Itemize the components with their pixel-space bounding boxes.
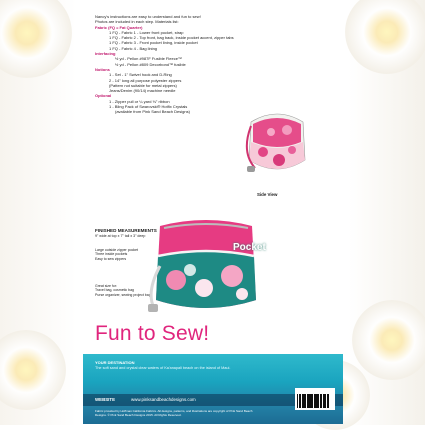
materials-line: 1 FQ - Fabric 1 - Lower front pocket, strap xyxy=(109,29,184,35)
side-view-caption: Side View xyxy=(257,192,278,197)
materials-line: (Pattern not suitable for metal zippers) xyxy=(109,82,177,88)
materials-line: (available from Pink Sand Beach Designs) xyxy=(115,109,190,115)
materials-line: Jeans/Denim (90/14) machine needle xyxy=(109,88,176,94)
pattern-back-cover xyxy=(83,8,343,424)
materials-line: Nancy's instructions are easy to understand and fun to sew! xyxy=(95,14,201,19)
barcode-bar xyxy=(328,394,330,408)
materials-line: ½ yd - Pellon #809 Decorbond™ fusible xyxy=(115,61,186,67)
materials-line: 1 FQ - Fabric 2 - Top front, bag back, inside pocket accent, zipper tabs xyxy=(109,35,234,41)
feature-list xyxy=(95,248,138,261)
destination-heading: YOUR DESTINATION xyxy=(95,360,135,365)
materials-line: 1 - Bling Pack of Swarovski® Hotfix Crystals xyxy=(109,104,188,110)
fun-to-sew-slogan: Fun to Sew! xyxy=(95,322,210,345)
materials-line: 1 - Zipper pull or ¼ yard ⅛" ribbon xyxy=(109,98,170,104)
materials-line: 1 FQ - Fabric 3 - Front pocket lining, inside pocket xyxy=(109,40,198,46)
plumeria-flower-decoration xyxy=(0,0,72,78)
materials-line: 1 - Set - 1" Swivel hook and D-Ring xyxy=(109,72,172,78)
finished-dimensions: 9" wide at top x 7" tall x 3" deep xyxy=(95,234,146,238)
materials-line: Photos are included in each step. Materials list: xyxy=(95,19,179,25)
feature-item: Easy to sew zippers xyxy=(95,256,127,261)
materials-line: 1 FQ - Fabric 4 - Bag lining xyxy=(109,45,158,51)
feature-item: Large outside zipper pocket xyxy=(95,248,138,252)
front-view-bag-photo xyxy=(146,216,266,316)
materials-line: 2 - 14" long all purpose polyester zippers xyxy=(109,77,182,83)
materials-line: ½ yd - Pellon #987F Fusible Fleece™ xyxy=(115,56,182,62)
materials-section-heading: Notions xyxy=(95,66,110,72)
uses-item: Travel bag, cosmetic bag xyxy=(95,288,134,293)
website-link[interactable]: www.pinksandbeachdesigns.com xyxy=(131,397,196,402)
pocket-callout: Pocket xyxy=(233,242,266,253)
finished-measurements-heading: FINISHED MEASUREMENTS xyxy=(95,228,157,233)
plumeria-flower-decoration xyxy=(352,300,425,380)
side-view-bag-photo xyxy=(245,108,309,182)
materials-list xyxy=(83,8,343,115)
plumeria-flower-decoration xyxy=(0,330,66,410)
website-label: WEBSITE xyxy=(95,397,116,402)
uses-item: Great size for: xyxy=(95,284,117,288)
barcode xyxy=(295,388,335,410)
materials-section-heading: Interfacing xyxy=(95,51,116,57)
feature-item: Three inside pockets xyxy=(95,252,128,257)
materials-section-heading: Fabric (FQ = Fat Quarter) xyxy=(95,24,143,30)
copyright-text: Fabric provided by Hoffman California Fabrics. All designs, patterns, and illustrations are copyright of Pink Sand Beach Designs. © Pink Sand Beach Designs 2015. All Rights Reserved. xyxy=(95,409,253,417)
materials-section-heading: Optional xyxy=(95,93,112,99)
destination-text: The soft sand and crystal clear waters of Ka'anapali beach on the island of Maui. xyxy=(95,366,231,370)
uses-item: Purse organizer, sewing project bag xyxy=(95,292,151,297)
uses-list xyxy=(95,284,151,297)
plumeria-flower-decoration xyxy=(345,0,425,74)
